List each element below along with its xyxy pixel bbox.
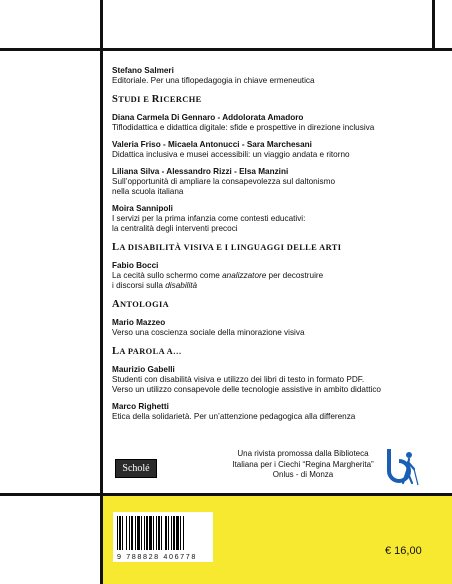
toc-entry — [112, 261, 422, 291]
entry-title: Sull’opportunità di ampliare la consapevolezza sul daltonismo — [112, 177, 336, 186]
entry-title: la centralità degli interventi precoci — [112, 224, 238, 233]
section-heading-studi-ricerche — [112, 94, 422, 105]
toc-entry — [112, 402, 422, 422]
toc-entry — [112, 365, 422, 395]
section-heading-antologia — [112, 299, 422, 310]
title-text: i discorsi sulla — [112, 281, 166, 290]
section-heading-la-parola-a — [112, 346, 422, 357]
heading-initial: A — [112, 299, 120, 310]
publisher-logo: Scholé — [115, 459, 157, 478]
toc-entry-editoriale — [112, 66, 422, 86]
entry-author: Mario Mazzeo — [112, 318, 166, 327]
entry-author: Moira Sannipoli — [112, 204, 173, 213]
blind-person-with-cane-icon — [385, 447, 421, 487]
entry-author: Fabio Bocci — [112, 261, 159, 270]
title-text: La cecità sullo schermo come — [112, 271, 223, 280]
heading-rest: TUDI E — [118, 95, 152, 104]
entry-title: Editoriale. Per una tiflopedagogia in chiave ermeneutica — [112, 76, 315, 85]
entry-author: Marco Righetti — [112, 402, 169, 411]
toc-entry — [112, 167, 422, 197]
promo-line: Onlus - di Monza — [272, 470, 334, 479]
heading-initial: L — [112, 346, 120, 357]
grid-line-horizontal-bottom — [0, 493, 452, 496]
promo-line: Una rivista promossa dalla Biblioteca — [237, 449, 369, 458]
entry-title — [112, 271, 422, 281]
isbn-number: 9 788828 406778 — [117, 552, 197, 561]
heading-rest: ICERCHE — [159, 95, 202, 104]
grid-line-vertical-left — [100, 0, 103, 584]
grid-line-horizontal-top — [0, 48, 452, 51]
heading-initial: S — [112, 94, 119, 105]
entry-title: I servizi per la prima infanzia come contesti educativi: — [112, 214, 306, 223]
entry-author: Stefano Salmeri — [112, 66, 174, 75]
section-heading-disabilita-visiva — [112, 242, 422, 253]
toc-entry — [112, 318, 422, 338]
promo-line: Italiana per i Ciechi “Regina Margherita” — [232, 459, 374, 469]
title-italic: analizzatore — [222, 271, 267, 280]
entry-author: Valeria Friso - Micaela Antonucci - Sara Marchesani — [112, 140, 312, 149]
toc-entry — [112, 140, 422, 160]
entry-title — [112, 281, 422, 291]
toc-entry — [112, 204, 422, 234]
entry-title: nella scuola italiana — [112, 187, 184, 196]
heading-initial: L — [112, 242, 120, 253]
heading-rest: NTOLOGIA — [119, 300, 170, 309]
heading-rest: A PAROLA A… — [119, 347, 182, 356]
price: € 16,00 — [385, 545, 422, 557]
entry-author: Liliana Silva - Alessandro Rizzi - Elsa Manzini — [112, 167, 289, 176]
title-italic: disabilità — [165, 281, 198, 290]
entry-title: Tiflodidattica e didattica digitale: sfide e prospettive in direzione inclusiva — [112, 123, 375, 132]
entry-author: Maurizio Gabelli — [112, 365, 175, 374]
entry-title: Verso una coscienza sociale della minorazione visiva — [112, 328, 305, 337]
entry-author: Diana Carmela Di Gennaro - Addolorata Amadoro — [112, 113, 304, 122]
entry-title: Verso un utilizzo consapevole delle tecnologie assistive in ambito didattico — [112, 385, 381, 394]
entry-title: Studenti con disabilità visiva e utilizzo dei libri di testo in formato PDF. — [112, 375, 365, 384]
promo-text — [230, 449, 376, 481]
entry-title: Didattica inclusiva e musei accessibili: un viaggio andata e ritorno — [112, 150, 350, 159]
title-text: per decostruire — [266, 271, 324, 280]
entry-title: Etica della solidarietà. Per un’attenzione pedagogica alla differenza — [112, 412, 356, 421]
heading-initial: R — [151, 94, 160, 105]
toc-entry — [112, 113, 422, 133]
table-of-contents — [112, 66, 422, 429]
grid-line-vertical-top-right — [432, 0, 435, 50]
heading-rest: A DISABILITÀ VISIVA E I LINGUAGGI DELLE ARTI — [119, 243, 342, 252]
